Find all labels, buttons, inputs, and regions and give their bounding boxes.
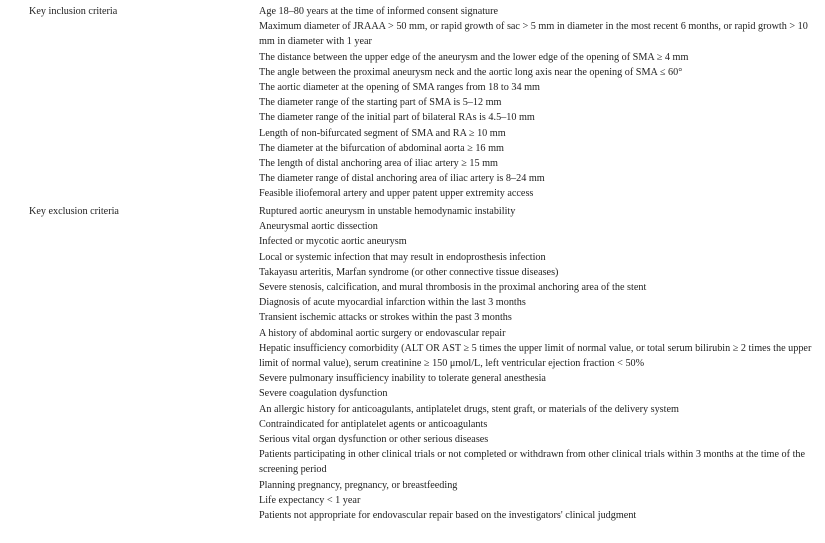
exclusion-item: Life expectancy < 1 year	[259, 494, 361, 506]
exclusion-item: Ruptured aortic aneurysm in unstable hemodynamic instability	[259, 206, 516, 217]
exclusion-item: An allergic history for anticoagulants, antiplatelet drugs, stent graft, or materials of the delivery system	[259, 403, 679, 415]
exclusion-list	[259, 204, 825, 523]
exclusion-item: Hepatic insufficiency comorbidity (ALT OR AST ≥ 5 times the upper limit of normal value, or total serum bilirubin ≥ 2 times the upper limit of normal value), serum creatinine ≥ 150 μmol/L, left ventricular ejection fraction < 50%	[259, 342, 812, 370]
inclusion-item: The angle between the proximal aneurysm neck and the aortic long axis near the opening of SMA ≤ 60°	[259, 66, 683, 78]
exclusion-item: Severe coagulation dysfunction	[259, 388, 388, 400]
exclusion-item: A history of abdominal aortic surgery or endovascular repair	[259, 327, 506, 339]
inclusion-item: Maximum diameter of JRAAA > 50 mm, or rapid growth of sac > 5 mm in diameter in the most recent 6 months, or rapid growth > 10 mm in diameter with 1 year	[259, 21, 808, 48]
inclusion-item: The diameter at the bifurcation of abdominal aorta ≥ 16 mm	[259, 142, 504, 154]
inclusion-label: Key inclusion criteria	[29, 6, 118, 17]
exclusion-item: Takayasu arteritis, Marfan syndrome (or other connective tissue diseases)	[259, 266, 559, 278]
exclusion-item: Planning pregnancy, pregnancy, or breastfeeding	[259, 479, 458, 491]
inclusion-item: The diameter range of the initial part of bilateral RAs is 4.5–10 mm	[259, 112, 535, 124]
inclusion-list	[259, 4, 825, 202]
inclusion-item: Length of non-bifurcated segment of SMA and RA ≥ 10 mm	[259, 127, 506, 139]
inclusion-item: The length of distal anchoring area of iliac artery ≥ 15 mm	[259, 158, 498, 170]
exclusion-item: Diagnosis of acute myocardial infarction within the last 3 months	[259, 297, 526, 309]
inclusion-item: The distance between the upper edge of the aneurysm and the lower edge of the opening of SMA ≥ 4 mm	[259, 51, 689, 63]
exclusion-item: Infected or mycotic aortic aneurysm	[259, 236, 407, 248]
exclusion-item: Aneurysmal aortic dissection	[259, 221, 378, 233]
exclusion-item: Severe stenosis, calcification, and mural thrombosis in the proximal anchoring area of the stent	[259, 282, 647, 294]
inclusion-item: Age 18–80 years at the time of informed consent signature	[259, 6, 499, 17]
exclusion-item: Local or systemic infection that may result in endoprosthesis infection	[259, 251, 546, 263]
exclusion-label: Key exclusion criteria	[29, 206, 119, 217]
exclusion-item: Severe pulmonary insufficiency inability to tolerate general anesthesia	[259, 373, 546, 385]
inclusion-item: Feasible iliofemoral artery and upper patent upper extremity access	[259, 188, 534, 200]
inclusion-item: The diameter range of distal anchoring area of iliac artery is 8–24 mm	[259, 173, 545, 185]
exclusion-item: Transient ischemic attacks or strokes within the past 3 months	[259, 312, 512, 324]
exclusion-item: Contraindicated for antiplatelet agents or anticoagulants	[259, 418, 488, 430]
exclusion-item: Patients not appropriate for endovascular repair based on the investigators' clinical judgment	[259, 510, 637, 522]
exclusion-item: Patients participating in other clinical trials or not completed or withdrawn from other clinical trials within 3 months at the time of the screening period	[259, 449, 806, 476]
inclusion-item: The aortic diameter at the opening of SMA ranges from 18 to 34 mm	[259, 82, 540, 94]
exclusion-item: Serious vital organ dysfunction or other serious diseases	[259, 434, 489, 446]
inclusion-item: The diameter range of the starting part of SMA is 5–12 mm	[259, 97, 502, 109]
